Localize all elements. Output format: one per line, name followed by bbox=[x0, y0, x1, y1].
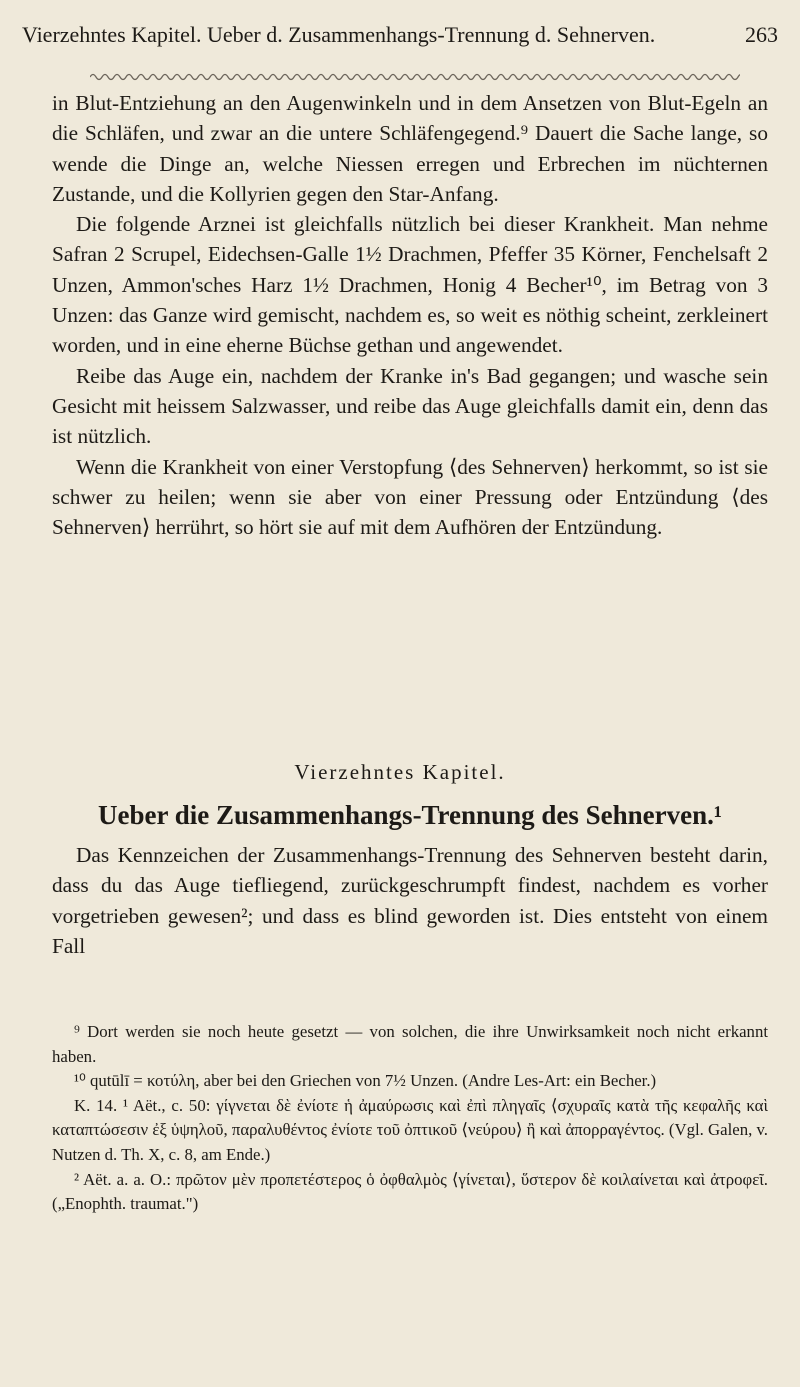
running-head-title: Vierzehntes Kapitel. Ueber d. Zusammenhangs-Trennung d. Sehnerven. bbox=[22, 22, 656, 47]
paragraph-4: Wenn die Krankheit von einer Verstopfung ⟨des Sehnerven⟩ herkommt, so ist sie schwer zu heilen; wenn sie aber von einer Pressung oder Entzündung ⟨des Sehnerven⟩ herrührt, so hört sie auf mit dem Aufhören der Entzündung. bbox=[52, 454, 768, 540]
chapter-paragraph-1: Das Kennzeichen der Zusammenhangs-Trennung des Sehnerven besteht darin, dass du das Auge tiefliegend, zurückgeschrumpft findest, nachdem es vorher vorgetrieben gewesen²; und dass es blind geworden ist. Dies entsteht von einem Fall bbox=[52, 843, 768, 958]
footnote-10: ¹⁰ qutūlī = κοτύλη, aber bei den Griechen von 7½ Unzen. (Andre Les-Art: ein Becher.) bbox=[74, 1071, 657, 1091]
paragraph-2: Die folgende Arznei ist gleichfalls nützlich bei dieser Krankheit. Man nehme Safran 2 Scrupel, Eidechsen-Galle 1½ Drachmen, Pfeffer 35 Körner, Fenchelsaft 2 Unzen, Ammon'sches Harz 1½ Drachmen, Honig 4 Becher¹⁰, im Betrag von 3 Unzen: das Ganze wird gemischt, nachdem es, so weit es nöthig scheint, zerkleinert worden, und in eine eherne Büchse gethan und angewendet. bbox=[52, 212, 768, 358]
page-number: 263 bbox=[745, 22, 778, 47]
body-text-chapter bbox=[52, 840, 768, 961]
footnote-k14-2: ² Aët. a. a. O.: πρῶτον μὲν προπετέστερος ὁ ὀφθαλμὸς ⟨γίνεται⟩, ὕστερον δὲ κοιλαίνεται καὶ ἀτροφεῖ. („Enophth. traumat.") bbox=[52, 1169, 768, 1214]
footnote-k14-1: K. 14. ¹ Aët., c. 50: γίγνεται δὲ ἐνίοτε ἡ ἀμαύρωσις καὶ ἐπὶ πληγαῖς ⟨σχυραῖς κατὰ τῆς κεφαλῆς καὶ καταπτώσεσιν ἐξ ὑψηλοῦ, παραλυθέντος ἐνίοτε τοῦ ὀπτικοῦ ⟨νεύρου⟩ ἢ καὶ ἀπορραγέντος. (Vgl. Galen, v. Nutzen d. Th. X, c. 8, am Ende.) bbox=[52, 1095, 768, 1164]
footnotes bbox=[52, 1020, 768, 1217]
running-head bbox=[22, 22, 778, 48]
chapter-title: Ueber die Zusammenhangs-Trennung des Sehnerven.¹ bbox=[98, 800, 722, 830]
paragraph-1: in Blut-Entziehung an den Augenwinkeln und in dem Ansetzen von Blut-Egeln an die Schläfen, und zwar an die untere Schläfengegend.⁹ Dauert die Sache lange, so wende die Dinge an, welche Niessen erregen und Erbrechen im nüchternen Zustande, und die Kollyrien gegen den Star-Anfang. bbox=[52, 91, 768, 206]
footnote-9: ⁹ Dort werden sie noch heute gesetzt — von solchen, die ihre Unwirksamkeit noch nicht erkannt haben. bbox=[52, 1022, 768, 1066]
wavy-rule bbox=[90, 70, 740, 84]
chapter-number: Vierzehntes Kapitel. bbox=[294, 760, 506, 784]
paragraph-3: Reibe das Auge ein, nachdem der Kranke in's Bad gegangen; und wasche sein Gesicht mit heissem Salzwasser, und reibe das Auge gleichfalls damit ein, denn das ist nützlich. bbox=[52, 363, 768, 449]
body-text-top bbox=[52, 88, 768, 542]
